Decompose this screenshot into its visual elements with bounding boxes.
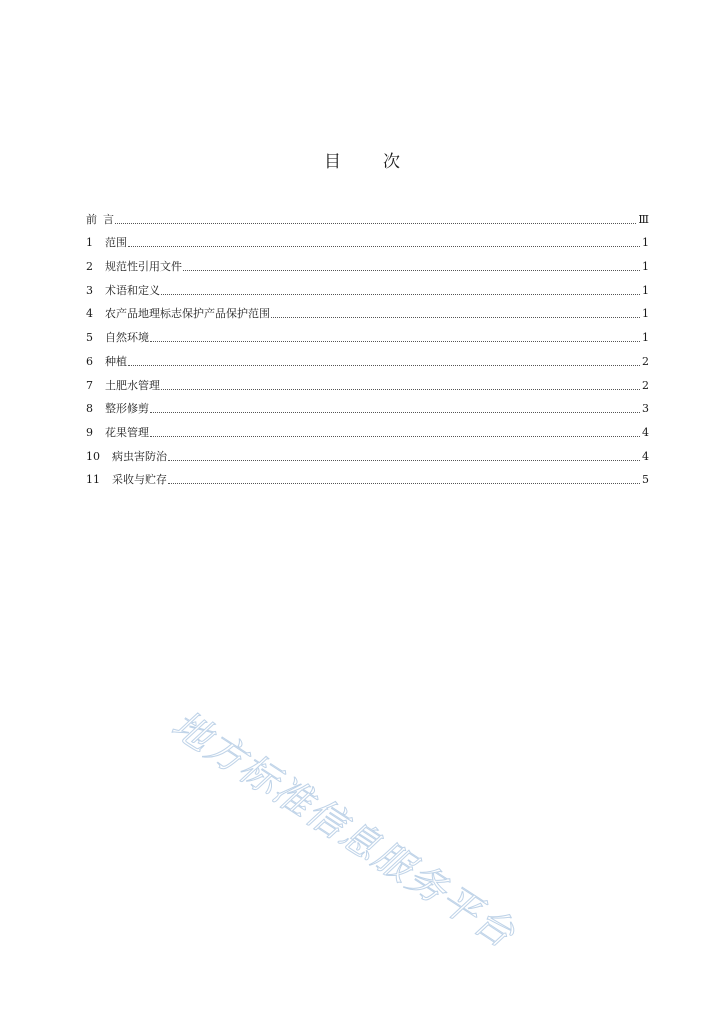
toc-entry-number: 4 [86,307,93,321]
toc-leader-dots [150,340,640,342]
toc-leader-dots [150,435,640,437]
toc-entry-7[interactable] [86,369,649,393]
toc-entry-4[interactable] [86,298,649,322]
toc-entry-title: 范围 [105,236,127,250]
watermark: 地方标准信息服务平台 [164,701,524,957]
toc-entry-title: 规范性引用文件 [105,260,182,274]
title-char-1: 目 [324,152,341,172]
toc-leader-dots [168,482,640,484]
toc-entry-page: 2 [642,378,649,392]
toc-entry-page: 3 [642,402,649,416]
toc-leader-dots [183,269,640,271]
toc-entry-title: 采收与贮存 [112,473,167,487]
toc-entry-number: 11 [86,473,100,487]
toc-entry-page: 2 [642,354,649,368]
toc-entry-number: 6 [86,354,93,368]
toc-entry-title: 土肥水管理 [105,378,160,392]
toc-entry-5[interactable] [86,321,649,345]
toc-entry-title: 术语和定义 [105,283,160,297]
toc-entry-number: 1 [86,236,93,250]
toc-entry-1[interactable] [86,227,649,251]
toc-entry-page: Ⅲ [638,212,649,226]
toc-entry-number: 前 [86,212,97,226]
toc-entry-2[interactable] [86,250,649,274]
toc-entry-number: 8 [86,402,93,416]
toc-entry-number: 7 [86,378,93,392]
toc-entry-9[interactable] [86,416,649,440]
toc-entry-title: 农产品地理标志保护产品保护范围 [105,307,270,321]
toc-entry-title: 病虫害防治 [112,449,167,463]
toc-entry-number: 10 [86,449,100,463]
toc-entry-11[interactable] [86,464,649,488]
toc-entry-3[interactable] [86,274,649,298]
toc-entry-page: 4 [642,449,649,463]
toc-entry-number: 5 [86,331,93,345]
toc-entry-title: 言 [103,212,114,226]
page-title [0,147,724,172]
toc-entry-foreword[interactable] [86,203,649,227]
toc-entry-8[interactable] [86,393,649,417]
toc-entry-title: 整形修剪 [105,402,149,416]
toc-entry-page: 1 [642,331,649,345]
title-char-2: 次 [383,152,400,172]
toc-entry-number: 2 [86,260,93,274]
toc-leader-dots [128,245,640,247]
toc-leader-dots [168,459,640,461]
toc-leader-dots [128,364,640,366]
toc-leader-dots [271,316,640,318]
toc-entry-number: 9 [86,425,93,439]
toc-leader-dots [161,388,640,390]
toc-entry-title: 种植 [105,354,127,368]
toc-entry-number: 3 [86,283,93,297]
toc-entry-page: 1 [642,236,649,250]
toc-leader-dots [161,293,640,295]
toc-entry-title: 花果管理 [105,425,149,439]
toc-entry-6[interactable] [86,345,649,369]
toc-entry-title: 自然环境 [105,331,149,345]
toc-entry-page: 1 [642,260,649,274]
toc-entry-10[interactable] [86,440,649,464]
toc-entry-page: 1 [642,283,649,297]
toc-entry-page: 5 [642,473,649,487]
toc-leader-dots [115,222,636,224]
toc-entry-page: 1 [642,307,649,321]
toc-leader-dots [150,411,640,413]
table-of-contents [86,203,649,487]
toc-entry-page: 4 [642,425,649,439]
